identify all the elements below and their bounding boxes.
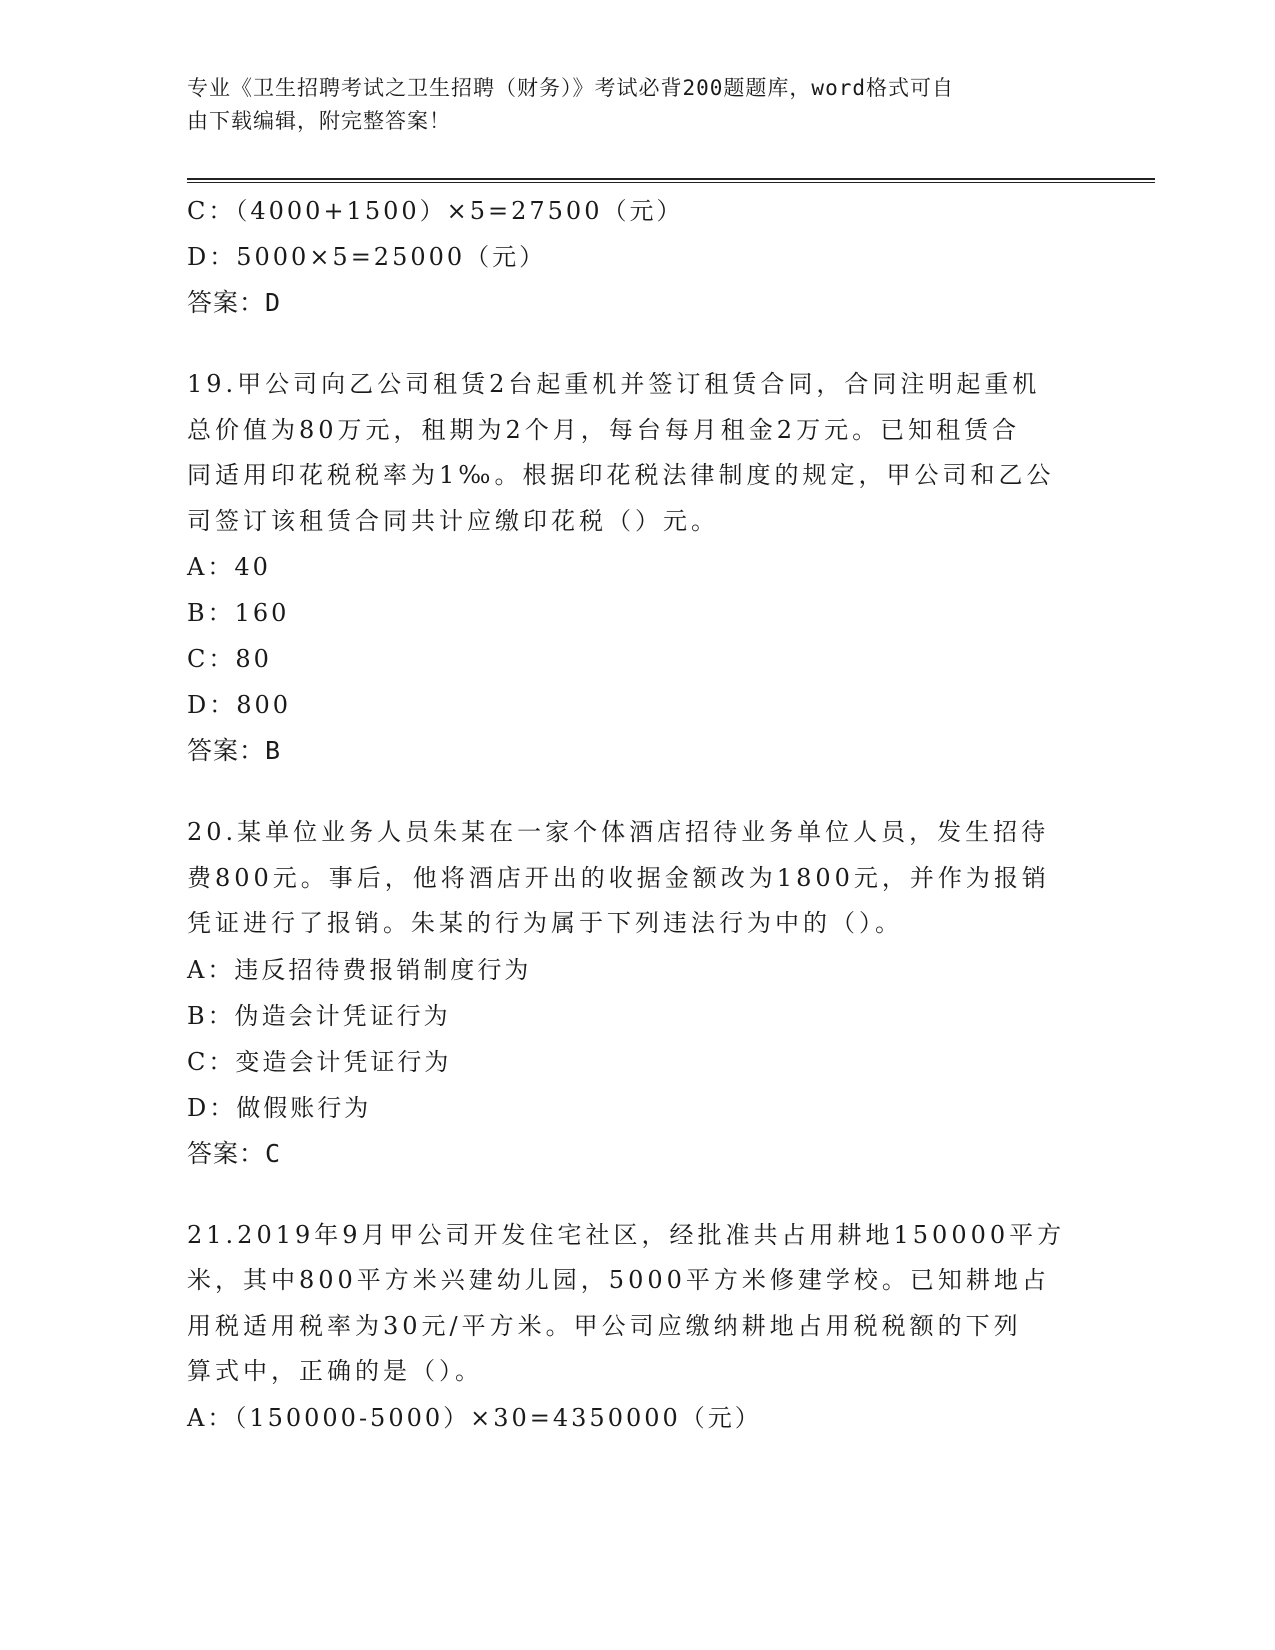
option-line: D：800 <box>187 691 292 719</box>
header-divider <box>187 178 1155 183</box>
question-text-line: 用税适用税率为30元/平方米。甲公司应缴纳耕地占用税税额的下列 <box>187 1311 1022 1340</box>
question-21 <box>187 1213 1087 1441</box>
option-line: D：5000×5=25000（元） <box>187 243 547 271</box>
document-body <box>187 188 1087 1441</box>
answer-line: 答案：B <box>187 736 282 765</box>
option-line: B：160 <box>187 599 290 627</box>
option-line: A：（150000-5000）×30=4350000（元） <box>187 1403 762 1432</box>
question-text-line: 20.某单位业务人员朱某在一家个体酒店招待业务单位人员，发生招待 <box>187 818 1050 846</box>
question-text-line: 总价值为80万元，租期为2个月，每台每月租金2万元。已知租赁合 <box>187 415 1021 444</box>
question-text-line: 米，其中800平方米兴建幼儿园，5000平方米修建学校。已知耕地占 <box>187 1266 1050 1294</box>
option-line: D：做假账行为 <box>187 1093 372 1122</box>
document-header <box>187 72 1087 138</box>
answer-line: 答案：D <box>187 288 282 317</box>
prev-question-tail <box>187 188 1087 326</box>
option-line: A：违反招待费报销制度行为 <box>187 955 532 984</box>
question-text-line: 凭证进行了报销。朱某的行为属于下列违法行为中的（）。 <box>187 909 903 937</box>
option-line: C：变造会计凭证行为 <box>187 1047 452 1076</box>
question-text-line: 费800元。事后，他将酒店开出的收据金额改为1800元，并作为报销 <box>187 863 1050 892</box>
question-text-line: 19.甲公司向乙公司租赁2台起重机并签订租赁合同，合同注明起重机 <box>187 370 1041 398</box>
question-19 <box>187 362 1087 774</box>
option-line: C：80 <box>187 645 272 673</box>
question-text-line: 算式中，正确的是（）。 <box>187 1357 483 1385</box>
option-line: C：（4000+1500）×5=27500（元） <box>187 197 684 225</box>
question-text-line: 司签订该租赁合同共计应缴印花税（）元。 <box>187 506 719 535</box>
question-20 <box>187 810 1087 1177</box>
answer-line: 答案：C <box>187 1138 282 1168</box>
header-line-1: 专业《卫生招聘考试之卫生招聘（财务）》考试必背200题题库，word格式可自 <box>187 76 954 100</box>
option-line: A：40 <box>187 553 271 581</box>
option-line: B：伪造会计凭证行为 <box>187 1001 451 1030</box>
question-text-line: 21.2019年9月甲公司开发住宅社区，经批准共占用耕地150000平方 <box>187 1220 1066 1249</box>
header-line-2: 由下载编辑，附完整答案！ <box>187 109 451 133</box>
question-text-line: 同适用印花税税率为1‰。根据印花税法律制度的规定，甲公司和乙公 <box>187 461 1055 489</box>
